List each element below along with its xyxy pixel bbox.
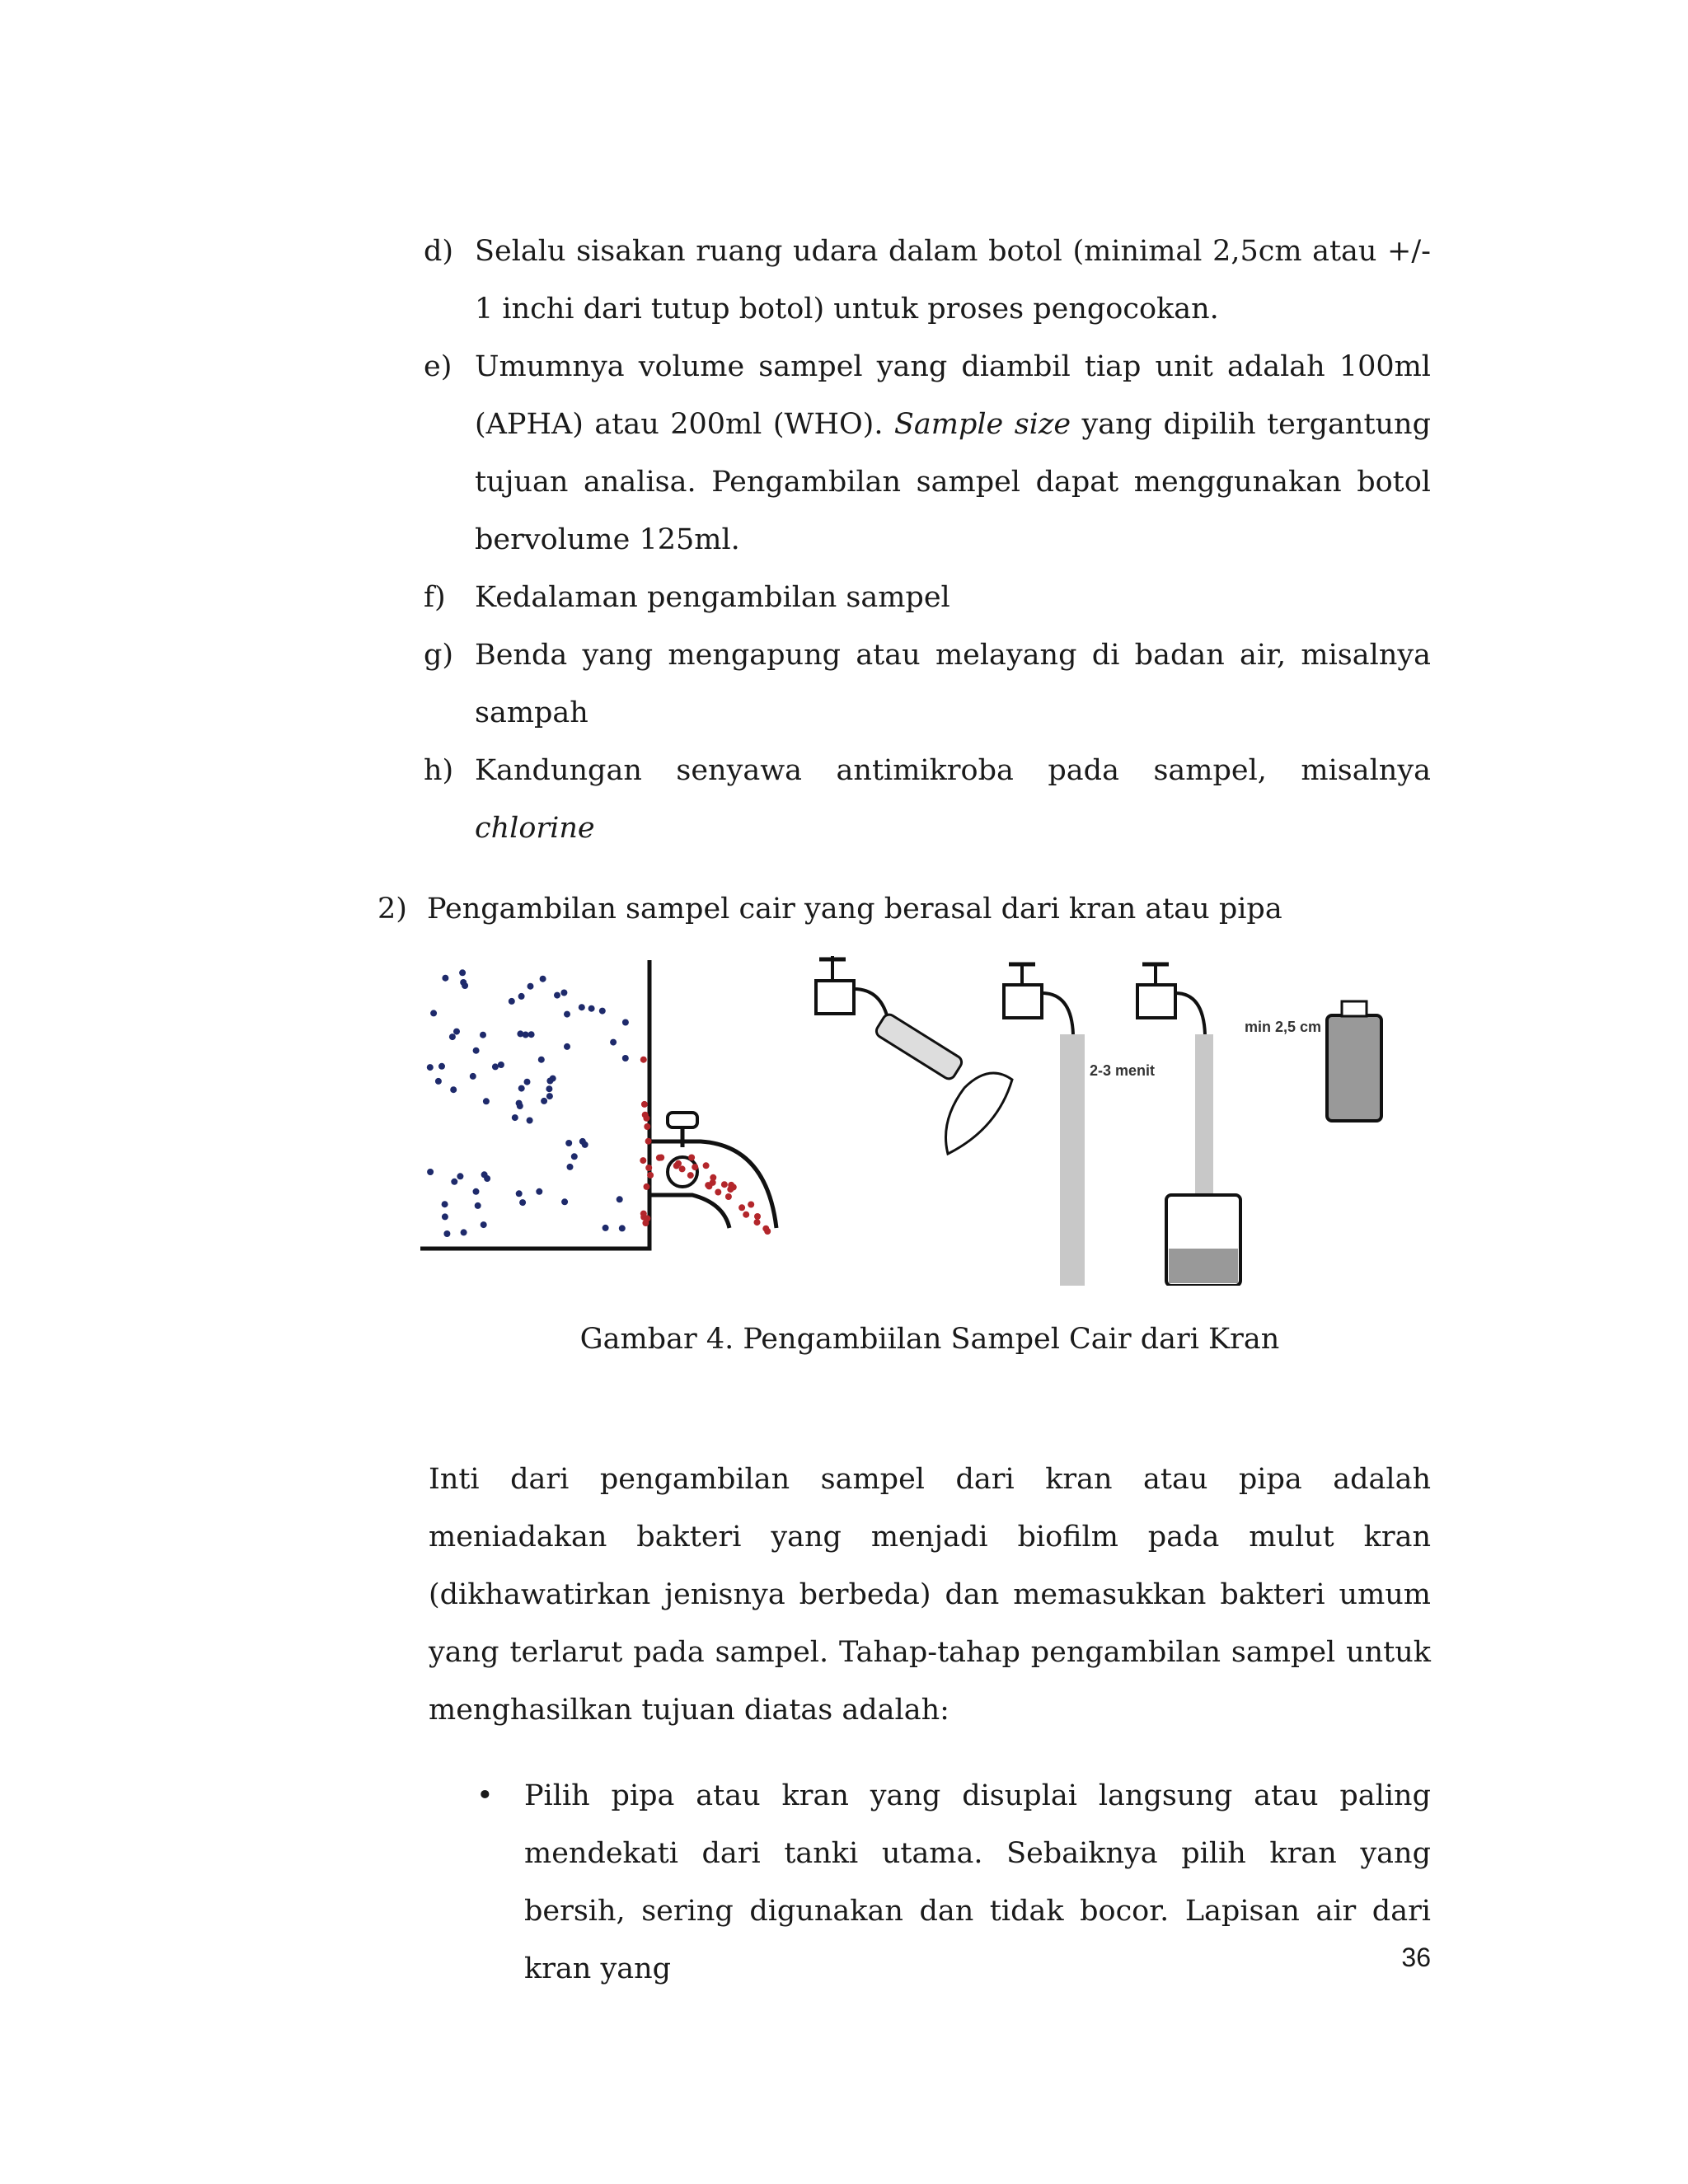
tap-handle <box>668 1113 697 1127</box>
bacterium-dot <box>610 1039 617 1046</box>
bacterium-dot <box>442 1201 448 1207</box>
bacterium-dot <box>619 1225 626 1231</box>
bacterium-dot <box>480 1032 486 1038</box>
bullet-symbol: • <box>476 1779 494 1812</box>
bacterium-dot <box>523 1032 529 1038</box>
bacterium-dot <box>599 1008 606 1015</box>
body-paragraph: Inti dari pengambilan sampel dari kran atau pipa adalah meniadakan bakteri yang menjadi biofilm pada mulut kran (dikhawatirkan jenisnya berbeda) dan memasukkan bakteri umum yang terlarut pada sampel. Tahap-tahap pengambilan sampel untuk menghasilkan tujuan diatas adalah: <box>429 1463 1431 1727</box>
bacterium-dot <box>442 975 448 982</box>
bacterium-dot <box>571 1153 578 1160</box>
list-marker: f) <box>424 581 446 614</box>
bacterium-dot <box>449 1033 456 1040</box>
tap-body <box>1004 985 1042 1018</box>
bacterium-dot <box>509 998 515 1005</box>
bacterium-dot <box>588 1005 595 1012</box>
bacterium-dot <box>470 1073 476 1080</box>
biofilm-dot <box>715 1189 721 1196</box>
bacterium-dot <box>516 1190 523 1197</box>
bacterium-dot <box>475 1202 481 1209</box>
bacterium-dot <box>435 1078 442 1085</box>
bacterium-dot <box>498 1062 504 1068</box>
bacterium-dot <box>579 1138 586 1145</box>
bacterium-dot <box>453 1029 460 1035</box>
biofilm-dot <box>644 1123 650 1130</box>
list-text <box>475 742 1431 857</box>
flush-duration-label: 2-3 menit <box>1090 1062 1156 1079</box>
bacterium-dot <box>450 1086 457 1093</box>
biofilm-dot <box>754 1219 761 1226</box>
section-heading <box>377 880 1431 938</box>
bacterium-dot <box>550 1076 556 1082</box>
bacterium-dot <box>427 1169 434 1175</box>
bacterium-dot <box>481 1221 487 1228</box>
biofilm-dot <box>673 1163 680 1169</box>
water-stream <box>1060 1034 1085 1286</box>
biofilm-dot <box>703 1162 710 1169</box>
biofilm-dot <box>640 1157 646 1164</box>
tap-body <box>1137 985 1175 1018</box>
biofilm-dot <box>645 1138 652 1145</box>
bacterium-dot <box>546 1093 553 1099</box>
bacterium-dot <box>512 1114 518 1121</box>
section-title: Pengambilan sampel cair yang berasal dari kran atau pipa <box>427 893 1282 926</box>
biofilm-dot <box>640 1057 647 1063</box>
bottle-water-level <box>1169 1249 1238 1283</box>
tank-wall <box>420 960 649 1249</box>
reservoir-tap-panel <box>420 960 776 1249</box>
biofilm-dot <box>640 1214 647 1221</box>
biofilm-dot <box>692 1164 698 1170</box>
biofilm-dot <box>643 1115 649 1122</box>
bacterium-dot <box>541 1098 547 1104</box>
list-item-g <box>424 626 1431 742</box>
bacterium-dot <box>451 1179 457 1185</box>
list-text-italic: chlorine <box>475 812 595 845</box>
list-text: Benda yang mengapung atau melayang di badan air, misalnya sampah <box>475 639 1431 729</box>
bacterium-dot <box>565 1140 572 1146</box>
figure-caption: Gambar 4. Pengambiilan Sampel Cair dari Kran <box>579 1323 1280 1356</box>
biofilm-dot <box>738 1204 745 1211</box>
tap-spout-bottom <box>649 1195 729 1228</box>
biofilm-dot <box>641 1101 648 1108</box>
biofilm-dot <box>688 1155 695 1161</box>
flame-icon <box>946 1073 1013 1154</box>
bullet-item <box>476 1767 1431 1998</box>
list-text-italic: Sample size <box>893 408 1071 441</box>
list-text-part: Kandungan senyawa antimikroba pada sampel, misalnya <box>475 754 1431 787</box>
bacterium-dot <box>564 1011 570 1018</box>
list-item-d <box>424 223 1431 338</box>
bacterium-dot <box>564 1043 570 1050</box>
biofilm-dot <box>748 1202 754 1208</box>
bacterium-dot <box>473 1047 480 1054</box>
biofilm-dot <box>730 1184 737 1191</box>
biofilm-dot <box>679 1165 686 1172</box>
bacterium-dot <box>538 1057 545 1063</box>
bacterium-dot <box>546 1085 552 1092</box>
list-item-f <box>424 569 1431 626</box>
list-marker: d) <box>424 235 454 268</box>
biofilm-dot <box>743 1212 749 1218</box>
biofilm-dot <box>725 1193 732 1200</box>
bacterium-dot <box>438 1063 445 1070</box>
bottle-cap <box>1342 1001 1367 1016</box>
bacterium-dot <box>540 976 546 982</box>
water-stream <box>1195 1034 1213 1207</box>
bacterium-dot <box>492 1063 499 1070</box>
biofilm-dot <box>687 1172 694 1179</box>
section-marker: 2) <box>377 893 407 926</box>
biofilm-dot <box>762 1226 769 1232</box>
list-marker: h) <box>424 754 454 787</box>
bacterium-dot <box>554 992 560 999</box>
list-marker: g) <box>424 639 454 672</box>
biofilm-dot <box>644 1183 650 1190</box>
filling-panel <box>1137 963 1381 1286</box>
sample-bottle-filled <box>1327 1015 1381 1121</box>
bacterium-dot <box>579 1004 585 1010</box>
bacterium-dot <box>528 1031 535 1038</box>
bacterium-dot <box>519 1199 526 1206</box>
list-text: Selalu sisakan ruang udara dalam botol (minimal 2,5cm atau +/- 1 inchi dari tutup botol) untuk proses pengocokan. <box>475 235 1431 326</box>
biofilm-dot <box>706 1183 712 1189</box>
bacterium-dot <box>603 1225 609 1231</box>
bacterium-dot <box>617 1196 623 1202</box>
list-item-e <box>424 338 1431 569</box>
tap-spout <box>1042 993 1073 1034</box>
bacterium-dot <box>430 1010 437 1016</box>
bacterium-dot <box>457 1173 463 1179</box>
bacterium-dot <box>442 1213 448 1220</box>
bacterium-dot <box>483 1098 490 1104</box>
bacterium-dot <box>427 1064 434 1071</box>
bacterium-dot <box>516 1100 523 1107</box>
biofilm-dot <box>754 1213 761 1220</box>
biofilm-dot <box>721 1181 728 1188</box>
bacterium-dot <box>443 1230 450 1237</box>
biofilm-dot <box>647 1172 654 1179</box>
bacterium-dot <box>460 979 467 986</box>
bacteria-dots <box>427 969 629 1237</box>
list-text: Kedalaman pengambilan sampel <box>475 581 950 614</box>
biofilm-dots <box>640 1057 771 1235</box>
list-item-h <box>424 742 1431 857</box>
page-number: 36 <box>1401 1943 1431 1972</box>
list-text-part: yang dipilih tergantung tujuan analisa. Pengambilan sampel dapat menggunakan botol bervolume 125ml. <box>475 408 1431 556</box>
flame-sterilizer <box>874 1012 964 1081</box>
bacterium-dot <box>567 1164 574 1170</box>
list-text-part: Umumnya volume sampel yang diambil tiap unit adalah 100ml (APHA) atau 200ml (WHO). <box>475 350 1431 441</box>
biofilm-dot <box>710 1174 716 1181</box>
bacterium-dot <box>459 969 466 976</box>
bacterium-dot <box>561 1198 568 1205</box>
bacterium-dot <box>528 983 534 990</box>
tap-spout <box>1175 993 1205 1034</box>
bacterium-dot <box>473 1188 480 1195</box>
bacterium-dot <box>481 1171 488 1178</box>
tap-sampling-illustration <box>420 956 1393 1286</box>
biofilm-dot <box>656 1155 663 1161</box>
bacterium-dot <box>461 1229 467 1235</box>
bacterium-dot <box>518 1085 525 1092</box>
bacterium-dot <box>622 1019 629 1026</box>
bacterium-dot <box>518 993 525 1000</box>
bacterium-dot <box>622 1055 629 1062</box>
bacterium-dot <box>560 990 567 996</box>
biofilm-dot <box>645 1165 652 1171</box>
tap-body <box>816 981 854 1014</box>
list-text <box>475 338 1431 569</box>
list-marker: e) <box>424 350 452 383</box>
headspace-label: min 2,5 cm <box>1245 1019 1322 1035</box>
bacterium-dot <box>527 1118 533 1124</box>
bacterium-dot <box>536 1188 542 1195</box>
bacterium-dot <box>524 1079 531 1085</box>
bullet-text: Pilih pipa atau kran yang disuplai langsung atau paling mendekati dari tanki utama. Sebaiknya pilih kran yang bersih, sering digunakan dan tidak bocor. Lapisan air dari kran yang <box>524 1779 1431 1985</box>
flushing-panel <box>816 956 1155 1286</box>
